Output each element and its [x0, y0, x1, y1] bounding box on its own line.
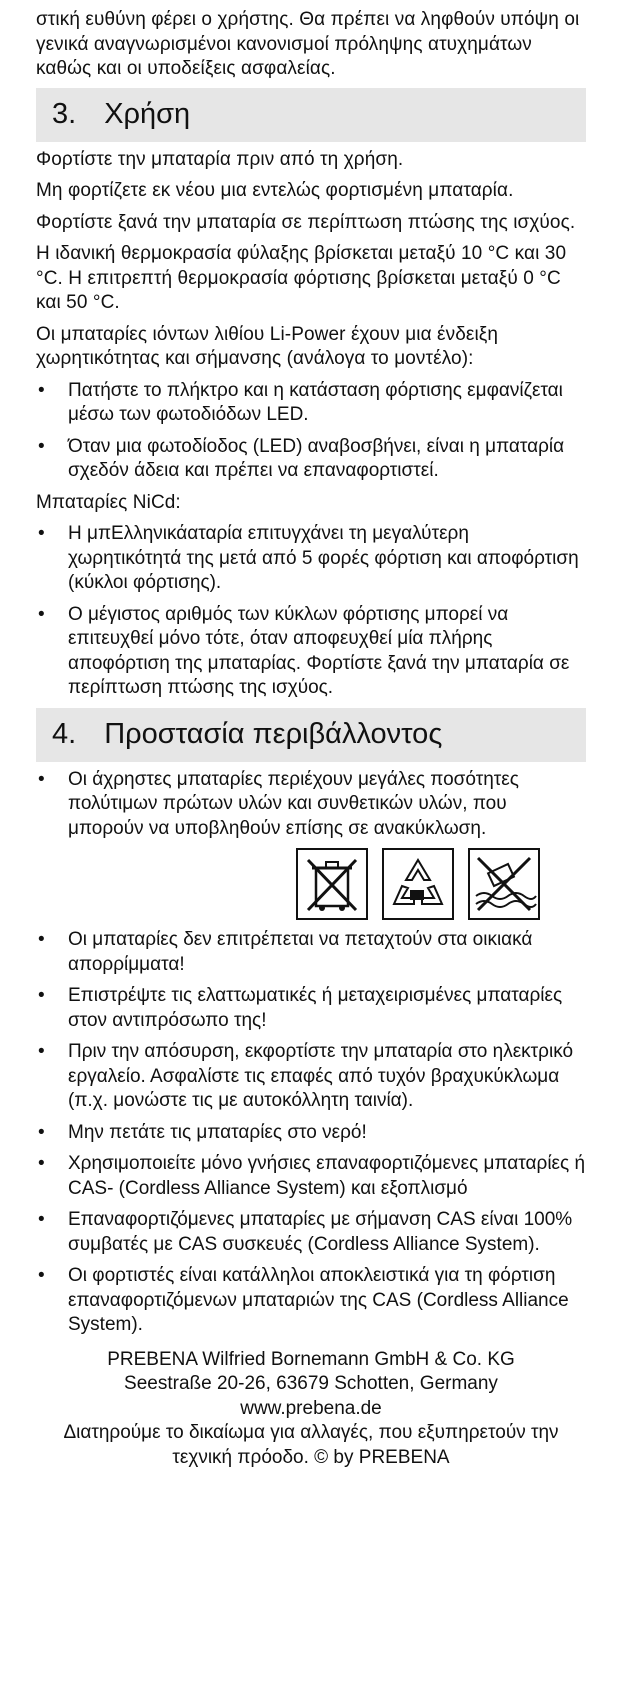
intro-paragraph: στική ευθύνη φέρει ο χρήστης. Θα πρέπει να ληφθούν υπόψη οι γενικά αναγνωρισμένοι κανονισμοί πρόληψης ατυχημάτων καθώς και οι υποδείξεις ασφαλείας. [36, 9, 580, 79]
crossed-out-bin-icon [296, 848, 368, 920]
environment-list [36, 928, 586, 1338]
list-item: • Όταν μια φωτοδίοδος (LED) αναβοσβήνει, είναι η μπαταρία σχεδόν άδεια και πρέπει να επαναφορτιστεί. [36, 435, 586, 484]
manual-page [36, 8, 586, 1470]
footer-notice: Διατηρούμε το δικαίωμα για αλλαγές, που εξυπηρετούν την τεχνική πρόοδο. © by PREBENA [63, 1422, 559, 1468]
paragraph: Οι μπαταρίες ιόντων λιθίου Li-Power έχουν μια ένδειξη χωρητικότητας και σήμανσης (ανάλογα το μοντέλο): [36, 323, 499, 369]
section-3-heading [36, 88, 586, 142]
recycling-icon [382, 848, 454, 920]
list-item: • Πριν την απόσυρση, εκφορτίστε την μπαταρία στο ηλεκτρικό εργαλείο. Ασφαλίστε τις επαφές από τυχόν βραχυκύκλωμα (π.χ. μονώστε τις με αυτοκόλλητη ταινία). [36, 1040, 586, 1114]
paragraph: Η ιδανική θερμοκρασία φύλαξης βρίσκεται μεταξύ 10 °C και 30 °C. Η επιτρεπτή θερμοκρασία φόρτισης βρίσκεται μεταξύ 0 °C και 50 °C. [36, 243, 567, 313]
list-item: • Μην πετάτε τις μπαταρίες στο νερό! [36, 1121, 586, 1146]
nicd-list [36, 522, 586, 701]
list-item: • Επιστρέψτε τις ελαττωματικές ή μεταχειρισμένες μπαταρίες στον αντιπρόσωπο της! [36, 984, 586, 1033]
nicd-label: Μπαταρίες NiCd: [36, 491, 181, 513]
section-4-title: Προστασία περιβάλλοντος [104, 718, 443, 750]
footer-address: Seestraße 20-26, 63679 Schotten, Germany [124, 1373, 498, 1394]
list-item: • Οι μπαταρίες δεν επιτρέπεται να πεταχτούν στα οικιακά απορρίμματα! [36, 928, 586, 977]
footer-company: PREBENA Wilfried Bornemann GmbH & Co. KG [107, 1348, 515, 1370]
paragraph: Φορτίστε την μπαταρία πριν από τη χρήση. [36, 148, 404, 170]
footer-website: www.prebena.de [240, 1397, 382, 1419]
list-item: • Ο μέγιστος αριθμός των κύκλων φόρτισης μπορεί να επιτευχθεί μόνο τότε, όταν αποφευχθεί μία πλήρης αποφόρτιση της μπαταρίας. Φορτίστε ξανά την μπαταρία σε περίπτωση πτώσης της ισχύος. [36, 603, 586, 701]
list-item: • Χρησιμοποιείτε μόνο γνήσιες επαναφορτιζόμενες μπαταρίες ή CAS- (Cordless Alliance System) και εξοπλισμό [36, 1152, 586, 1201]
section-3-title: Χρήση [104, 98, 191, 130]
environment-list-intro [36, 768, 586, 842]
footer [36, 1348, 586, 1471]
section-4-heading [36, 708, 586, 762]
list-item: • Επαναφορτιζόμενες μπαταρίες με σήμανση CAS είναι 100% συμβατές με CAS συσκευές (Cordless Alliance System). [36, 1208, 586, 1257]
paragraph: Φορτίστε ξανά την μπαταρία σε περίπτωση πτώσης της ισχύος. [36, 211, 576, 233]
no-water-disposal-icon [468, 848, 540, 920]
list-item: • Η μπΕλληνικάαταρία επιτυγχάνει τη μεγαλύτερη χωρητικότητά της μετά από 5 φορές φόρτιση και αποφόρτιση (κύκλοι φόρτισης). [36, 522, 586, 596]
section-3-number: 3. [52, 98, 77, 130]
list-item: • Οι άχρηστες μπαταρίες περιέχουν μεγάλες ποσότητες πολύτιμων πρώτων υλών και συνθετικών υλών, που μπορούν να υποβληθούν επίσης σε ανακύκλωση. [36, 768, 586, 842]
paragraph: Μη φορτίζετε εκ νέου μια εντελώς φορτισμένη μπαταρία. [36, 180, 514, 201]
li-power-list [36, 379, 586, 484]
list-item: • Οι φορτιστές είναι κατάλληλοι αποκλειστικά για τη φόρτιση επαναφορτιζόμενων μπαταριών της CAS (Cordless Alliance System). [36, 1264, 586, 1338]
disposal-icons [296, 848, 586, 920]
list-item: • Πατήστε το πλήκτρο και η κατάσταση φόρτισης εμφανίζεται μέσω των φωτοδιόδων LED. [36, 379, 586, 428]
section-4-number: 4. [52, 718, 77, 750]
